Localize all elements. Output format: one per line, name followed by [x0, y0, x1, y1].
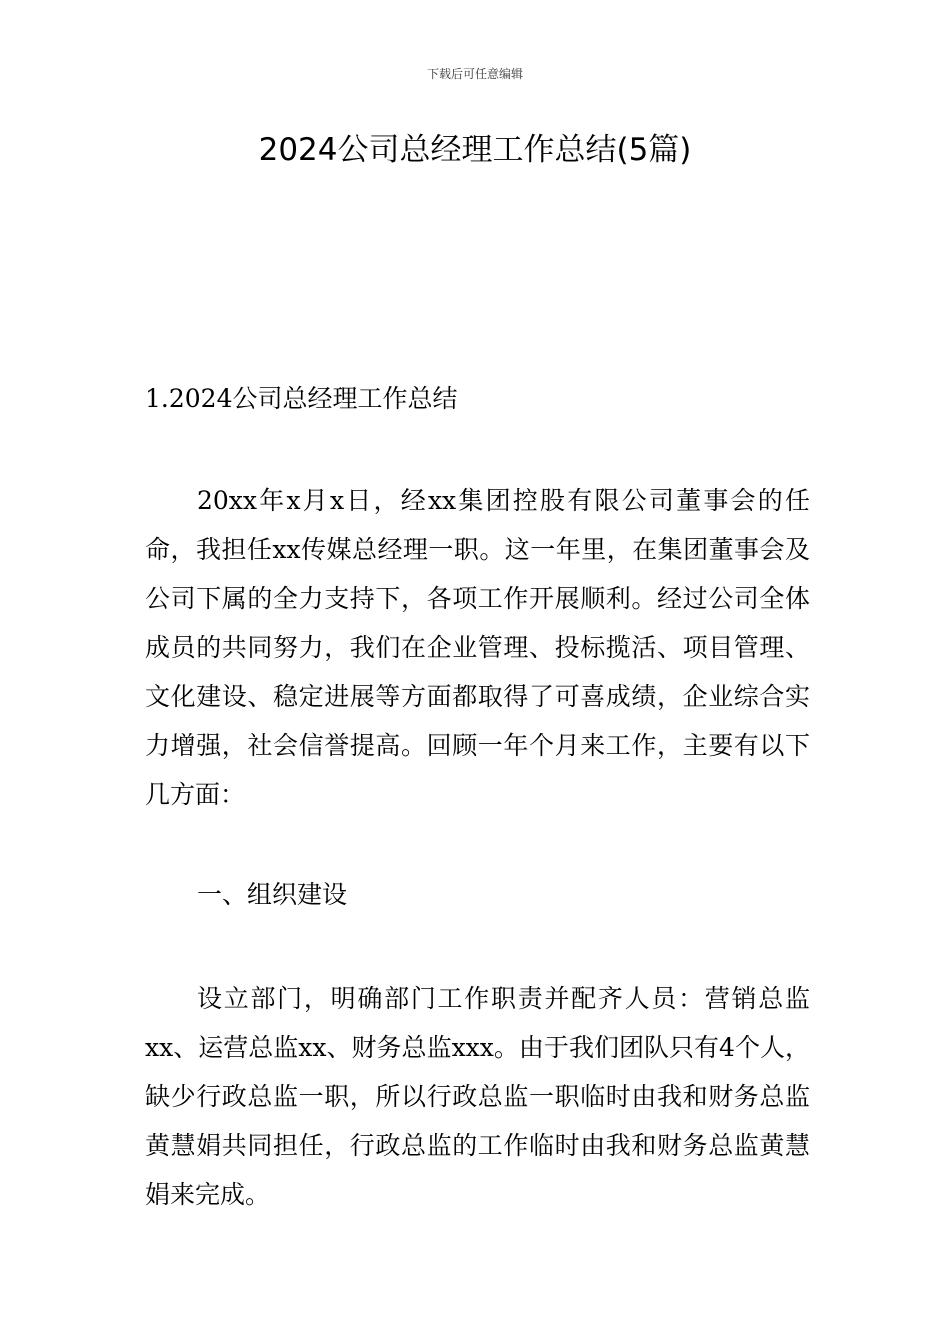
- subheading-organization: 一、组织建设: [197, 880, 348, 909]
- document-title: 2024公司总经理工作总结(5篇): [258, 132, 692, 168]
- page-header-note: 下载后可任意编辑: [426, 67, 523, 81]
- body-paragraph-2: 设立部门，明确部门工作职责并配齐人员：营销总监xx、运营总监xx、财务总监xxx。由于我们团队只有4个人，缺少行政总监一职，所以行政总监一职临时由我和财务总监黄慧娟共同担任，行政总监的工作临时由我和财务总监黄慧娟来完成。: [145, 984, 810, 1209]
- section-title: 1.2024公司总经理工作总结: [145, 384, 458, 413]
- body-paragraph-1: 20xx年x月x日，经xx集团控股有限公司董事会的任命，我担任xx传媒总经理一职。这一年里，在集团董事会及公司下属的全力支持下，各项工作开展顺利。经过公司全体成员的共同努力，我们在企业管理、投标揽活、项目管理、文化建设、稳定进展等方面都取得了可喜成绩，企业综合实力增强，社会信誉提高。回顾一年个月来工作，主要有以下几方面：: [145, 486, 810, 809]
